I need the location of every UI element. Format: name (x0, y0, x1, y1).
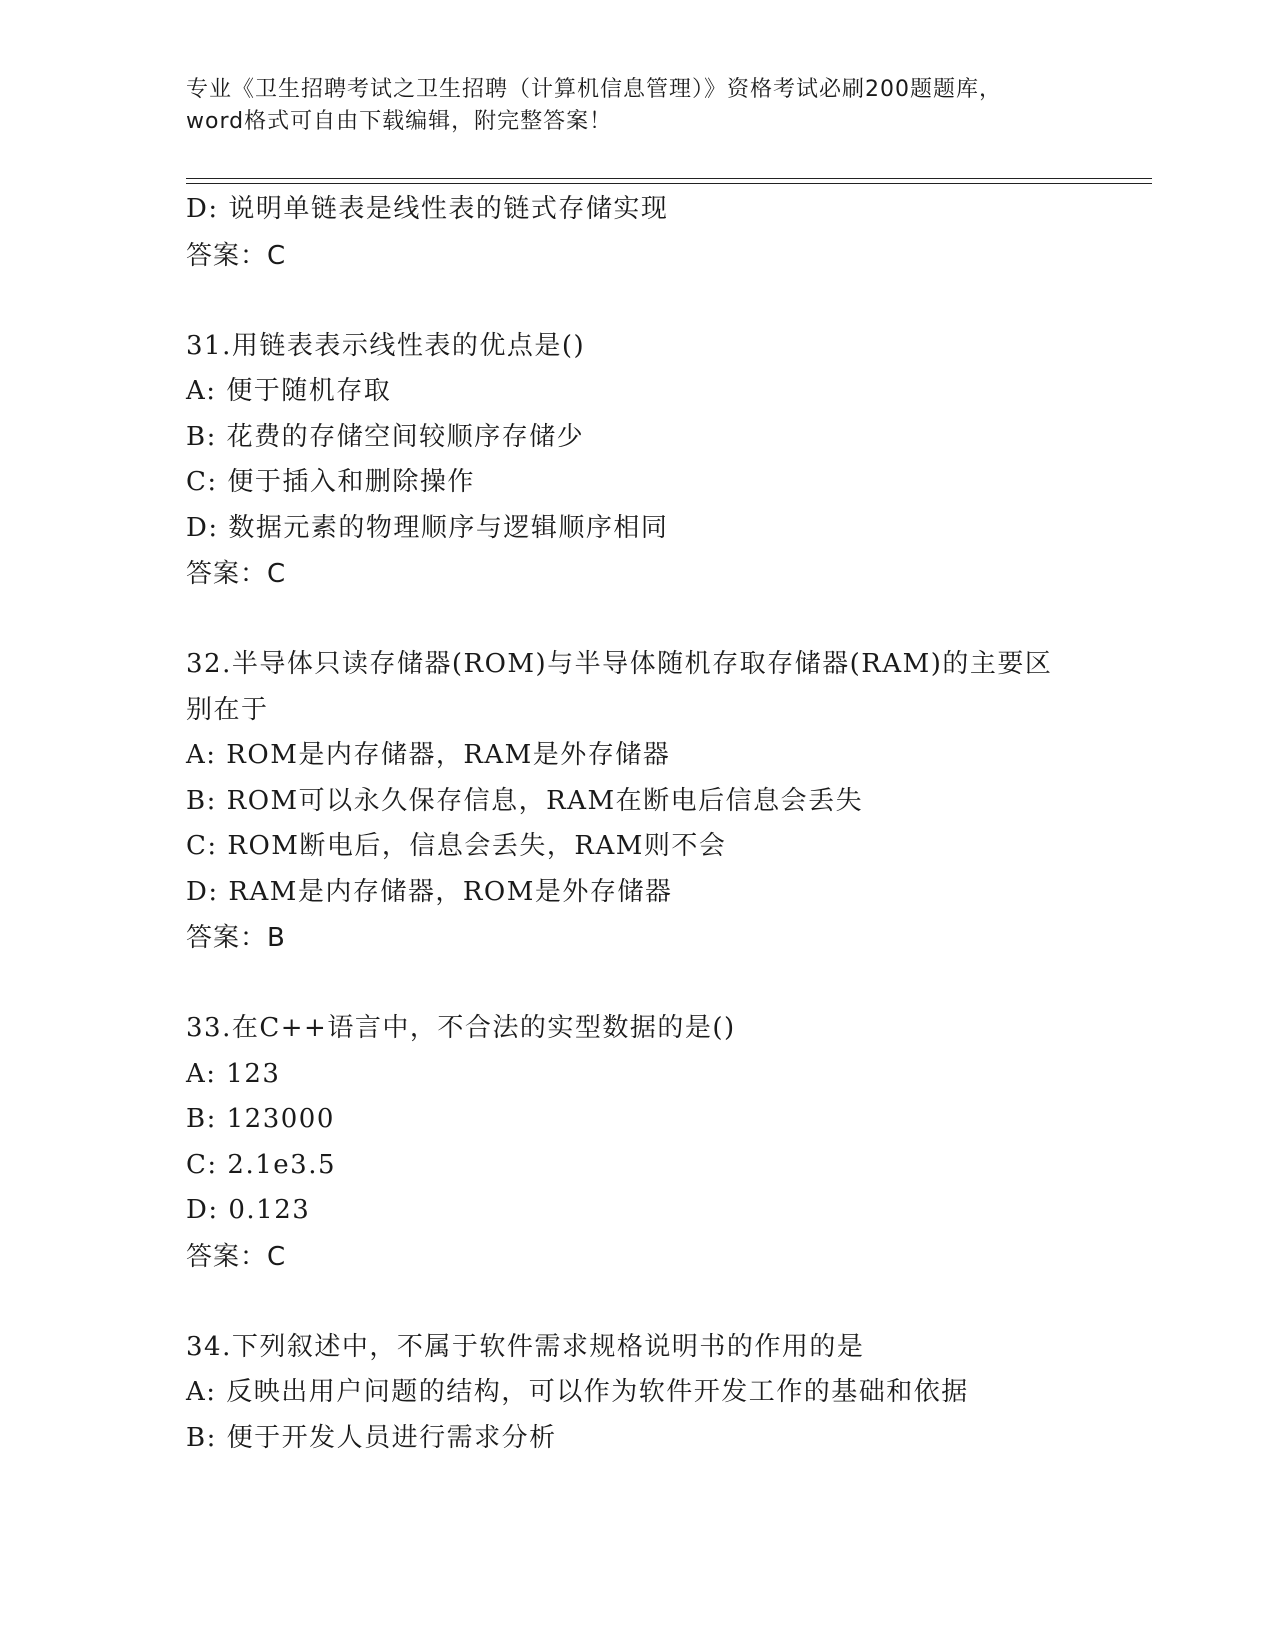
question-text: 31.用链表表示线性表的优点是() (186, 330, 586, 361)
option-a: A: 123 (186, 1058, 281, 1089)
question-block-31 (186, 324, 1086, 598)
option-b: B: 花费的存储空间较顺序存储少 (186, 421, 585, 452)
document-header (186, 74, 1076, 138)
document-content (186, 187, 1086, 1461)
option-b: B: ROM可以永久保存信息，RAM在断电后信息会丢失 (186, 785, 864, 816)
block-spacer (186, 961, 1086, 1006)
question-block-33 (186, 1006, 1086, 1280)
question-block-34 (186, 1325, 1086, 1462)
option-d: D: 说明单链表是线性表的链式存储实现 (186, 194, 669, 224)
question-text: 34.下列叙述中，不属于软件需求规格说明书的作用的是 (186, 1331, 865, 1362)
block-spacer (186, 279, 1086, 324)
option-c: C: ROM断电后，信息会丢失，RAM则不会 (186, 831, 727, 861)
option-d: D: RAM是内存储器，ROM是外存储器 (186, 876, 673, 907)
option-a: A: 反映出用户问题的结构，可以作为软件开发工作的基础和依据 (186, 1377, 969, 1407)
header-line-2: word格式可自由下载编辑，附完整答案！ (186, 109, 613, 134)
option-d: D: 0.123 (186, 1195, 311, 1225)
question-block-32 (186, 642, 1086, 961)
option-c: C: 2.1e3.5 (186, 1149, 337, 1180)
header-rule-bottom (186, 183, 1152, 184)
header-line-1: 专业《卫生招聘考试之卫生招聘（计算机信息管理）》资格考试必刷200题题库， (186, 77, 1002, 102)
option-b: B: 123000 (186, 1104, 335, 1134)
header-rule-top (186, 178, 1152, 179)
answer-line: 答案：C (186, 240, 287, 271)
option-d: D: 数据元素的物理顺序与逻辑顺序相同 (186, 512, 669, 543)
option-a: A: 便于随机存取 (186, 376, 392, 406)
answer-line: 答案：C (186, 1241, 287, 1272)
option-b: B: 便于开发人员进行需求分析 (186, 1422, 557, 1453)
option-c: C: 便于插入和删除操作 (186, 467, 475, 497)
block-spacer (186, 597, 1086, 642)
block-spacer (186, 1280, 1086, 1325)
answer-line: 答案：C (186, 559, 287, 589)
question-text: 32.半导体只读存储器(ROM)与半导体随机存取存储器(RAM)的主要区别在于 (186, 649, 1053, 725)
question-text: 33.在C++语言中，不合法的实型数据的是() (186, 1013, 736, 1043)
question-block-30 (186, 187, 1086, 279)
option-a: A: ROM是内存储器，RAM是外存储器 (186, 740, 671, 770)
answer-line: 答案：B (186, 923, 286, 953)
